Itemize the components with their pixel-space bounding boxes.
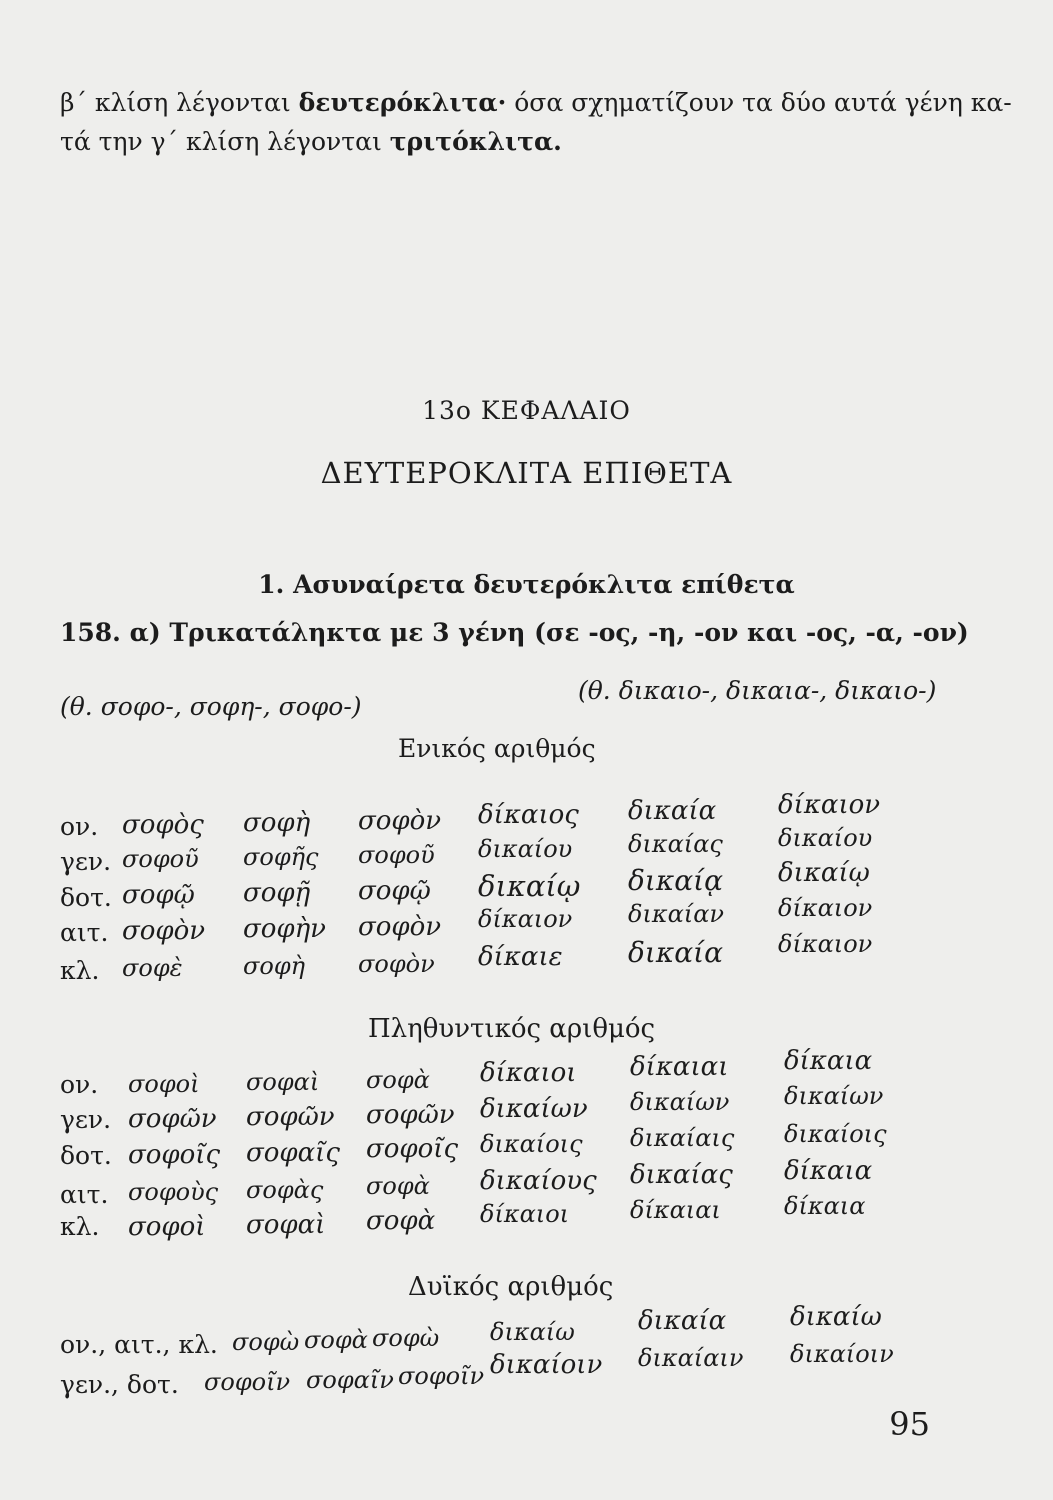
form-cell: σοφῷ xyxy=(358,876,431,906)
section-heading: 1. Ασυναίρετα δευτερόκλιτα επίθετα xyxy=(258,570,795,599)
form-cell: σοφὸς xyxy=(122,810,204,840)
form-cell: σοφῆς xyxy=(243,843,319,871)
form-cell: δίκαιον xyxy=(778,894,873,922)
case-label: αιτ. xyxy=(60,918,109,947)
form-cell: σοφὸν xyxy=(358,950,435,978)
form-cell: σοφῶν xyxy=(246,1102,335,1132)
form-cell: δίκαιος xyxy=(478,800,579,830)
form-cell: δικαίω xyxy=(490,1318,575,1346)
form-cell: σοφαὶ xyxy=(246,1210,326,1240)
intro-text: β΄ κλίση λέγονται xyxy=(60,88,299,117)
form-cell: δίκαιοι xyxy=(480,1200,570,1228)
case-label: γεν., δοτ. xyxy=(60,1370,179,1399)
form-cell: σοφὴ xyxy=(243,808,311,838)
form-cell: δικαίαιν xyxy=(638,1344,744,1372)
case-label: κλ. xyxy=(60,1212,100,1241)
form-cell: δικαίας xyxy=(630,1160,733,1190)
form-cell: σοφοὺς xyxy=(128,1178,219,1206)
case-label: κλ. xyxy=(60,956,100,985)
form-cell: δικαία xyxy=(628,796,717,826)
form-cell: σοφὸν xyxy=(358,806,442,836)
form-cell: σοφὰ xyxy=(304,1326,368,1354)
form-cell: σοφὸν xyxy=(358,912,442,942)
form-cell: σοφὰ xyxy=(366,1206,436,1236)
paragraph-158-heading: 158. α) Τρικατάληκτα με 3 γένη (σε -ος, -η, -ον και -ος, -α, -ον) xyxy=(60,618,969,647)
case-label: γεν. xyxy=(60,1105,112,1134)
form-cell: σοφοὶ xyxy=(128,1212,206,1242)
form-cell: σοφῷ xyxy=(122,880,195,910)
chapter-title: ΔΕΥΤΕΡΟΚΛΙΤΑ ΕΠΙΘΕΤΑ xyxy=(320,456,733,490)
form-cell: σοφὼ xyxy=(232,1328,300,1356)
form-cell: δικαίου xyxy=(478,835,573,863)
form-cell: σοφαῖν xyxy=(306,1366,394,1394)
form-cell: δικαίου xyxy=(778,824,873,852)
case-label: αιτ. xyxy=(60,1180,109,1209)
intro-line-2 xyxy=(60,127,562,156)
form-cell: σοφαῖς xyxy=(246,1138,340,1168)
form-cell: δίκαια xyxy=(784,1192,866,1220)
page-number: 95 xyxy=(889,1405,930,1443)
form-cell: δίκαιε xyxy=(478,942,563,972)
form-cell: δικαία xyxy=(638,1306,727,1336)
form-cell: δικαίοις xyxy=(480,1130,583,1158)
case-label: ον., αιτ., κλ. xyxy=(60,1330,218,1359)
form-cell: σοφὼ xyxy=(372,1324,440,1352)
form-cell: δικαίων xyxy=(630,1088,730,1116)
form-cell: δικαίων xyxy=(784,1082,884,1110)
form-cell: σοφοῖν xyxy=(204,1368,291,1396)
form-cell: δικαίοιν xyxy=(790,1340,894,1368)
case-label: γεν. xyxy=(60,847,112,876)
form-cell: σοφοῖς xyxy=(366,1134,459,1164)
case-label: ον. xyxy=(60,1070,99,1099)
form-cell: σοφοὶ xyxy=(128,1070,200,1098)
form-cell: σοφοῖς xyxy=(128,1140,221,1170)
case-label: ον. xyxy=(60,812,99,841)
chapter-number: 13ο ΚΕΦΑΛΑΙΟ xyxy=(422,396,631,425)
form-cell: σοφὰ xyxy=(366,1066,430,1094)
form-cell: σοφοῦ xyxy=(358,841,435,869)
form-cell: σοφῶν xyxy=(128,1104,217,1134)
form-cell: δικαίας xyxy=(628,830,723,858)
form-cell: δίκαιον xyxy=(778,790,881,820)
form-cell: δικαίους xyxy=(480,1166,597,1196)
form-cell: σοφὲ xyxy=(122,954,183,982)
form-cell: δικαίοιν xyxy=(490,1350,603,1380)
form-cell: δίκαιαι xyxy=(630,1052,729,1082)
form-cell: δίκαια xyxy=(784,1046,873,1076)
form-cell: σοφὰ xyxy=(366,1172,430,1200)
form-cell: σοφοῦ xyxy=(122,845,199,873)
intro-bold-term: τριτόκλιτα. xyxy=(389,127,562,156)
form-cell: δικαίαν xyxy=(628,900,725,928)
form-cell: δικαίαις xyxy=(630,1124,735,1152)
form-cell: δίκαιοι xyxy=(480,1058,577,1088)
form-cell: σοφὴ xyxy=(243,952,306,980)
form-cell: δίκαιαι xyxy=(630,1196,721,1224)
form-cell: σοφῇ xyxy=(243,878,311,908)
case-label: δοτ. xyxy=(60,883,112,912)
form-cell: σοφὸν xyxy=(122,916,206,946)
form-cell: σοφαὶ xyxy=(246,1068,320,1096)
form-cell: δικαίοις xyxy=(784,1120,887,1148)
intro-bold-term: δευτερόκλιτα· xyxy=(298,88,507,117)
form-cell: σοφοῖν xyxy=(398,1362,485,1390)
stem-left: (θ. σοφο-, σοφη-, σοφο-) xyxy=(60,692,362,721)
form-cell: δικαίᾳ xyxy=(628,864,723,897)
intro-line-1 xyxy=(60,88,1012,117)
form-cell: δικαίων xyxy=(480,1094,588,1124)
form-cell: σοφῶν xyxy=(366,1100,455,1130)
intro-text: όσα σχηματίζουν τα δύο αυτά γένη κα- xyxy=(506,88,1012,117)
form-cell: δικαίω xyxy=(790,1302,882,1332)
singular-title: Ενικός αριθμός xyxy=(398,734,596,763)
form-cell: δίκαια xyxy=(784,1156,873,1186)
plural-title: Πληθυντικός αριθμός xyxy=(368,1014,656,1044)
form-cell: σοφὰς xyxy=(246,1176,324,1204)
form-cell: δίκαιον xyxy=(478,905,573,933)
form-cell: δικαίῳ xyxy=(778,858,870,888)
dual-title: Δυϊκός αριθμός xyxy=(408,1272,614,1302)
form-cell: σοφὴν xyxy=(243,914,326,944)
form-cell: δίκαιον xyxy=(778,930,873,958)
intro-text: τά την γ΄ κλίση λέγονται xyxy=(60,127,390,156)
form-cell: δικαίῳ xyxy=(478,869,581,903)
case-label: δοτ. xyxy=(60,1141,112,1170)
form-cell: δικαία xyxy=(628,936,723,969)
stem-right: (θ. δικαιο-, δικαια-, δικαιο-) xyxy=(578,676,937,705)
